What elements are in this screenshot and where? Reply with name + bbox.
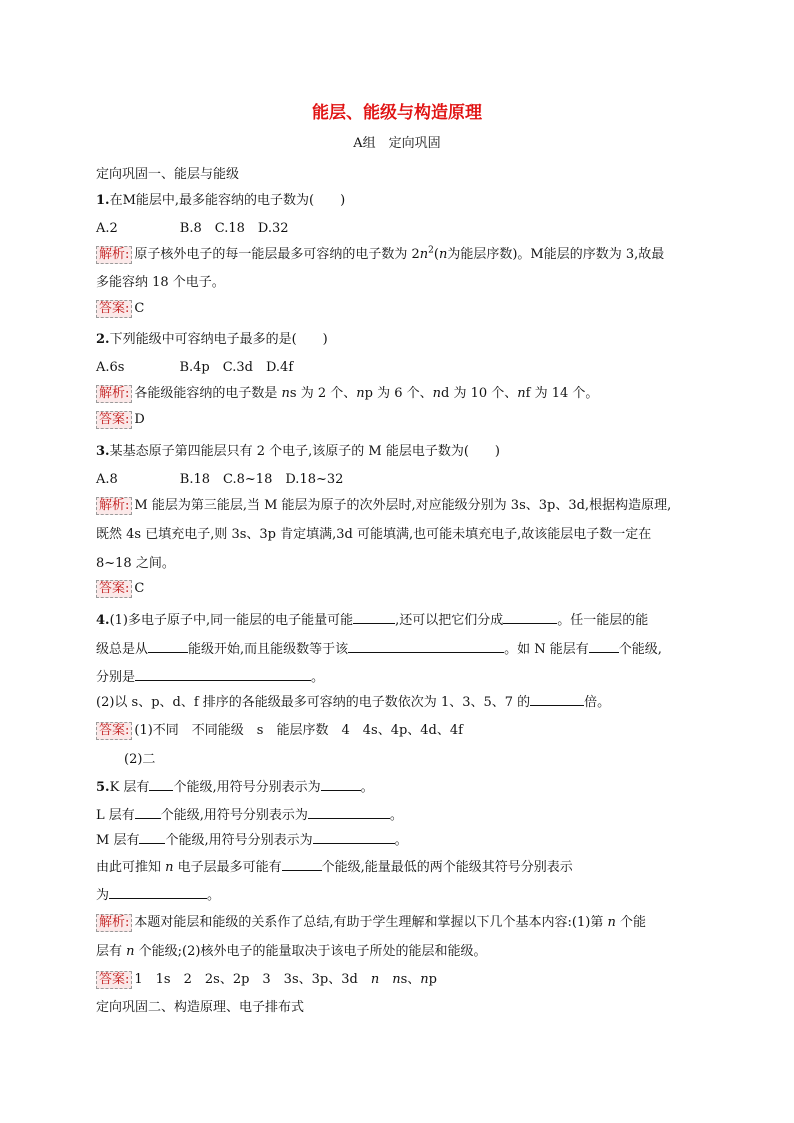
question-number: 1. bbox=[96, 193, 110, 208]
question-5-line-4 bbox=[96, 856, 573, 875]
question-4-answer-cont: (2)二 bbox=[124, 752, 156, 767]
analysis-text: 各能级能容纳的电子数是 bbox=[134, 386, 282, 401]
question-text: 级总是从 bbox=[96, 642, 149, 657]
question-text: 。 bbox=[311, 670, 325, 685]
question-1-answer bbox=[96, 300, 144, 318]
question-text: ,还可以把它们分成 bbox=[395, 613, 504, 628]
analysis-label: 解析: bbox=[96, 914, 132, 932]
question-text: 。 bbox=[389, 808, 403, 823]
fill-blank[interactable] bbox=[148, 640, 188, 653]
question-text: 个能级, bbox=[618, 642, 662, 657]
question-text: 为 bbox=[96, 888, 110, 903]
analysis-text: M 能层为第三能层,当 M 能层为原子的次外层时,对应能级分别为 3s、3p、3d,根据构造原理, bbox=[134, 498, 672, 513]
analysis-text: 层有 bbox=[96, 944, 127, 959]
question-5-line-2 bbox=[96, 804, 403, 823]
question-5-analysis bbox=[96, 911, 646, 932]
question-3-analysis-cont: 8~18 之间。 bbox=[96, 556, 175, 571]
analysis-text: 本题对能层和能级的关系作了总结,有助于学生理解和掌握以下几个基本内容:(1)第 bbox=[134, 915, 608, 930]
var-n: n bbox=[432, 386, 441, 401]
question-1-analysis-cont: 多能容纳 18 个电子。 bbox=[96, 275, 225, 290]
answer-label: 答案: bbox=[96, 971, 132, 989]
question-text: 。 bbox=[360, 780, 374, 795]
var-n: n bbox=[165, 860, 174, 875]
question-5-analysis-cont bbox=[96, 940, 486, 959]
question-3-analysis-cont: 既然 4s 已填充电子,则 3s、3p 肯定填满,3d 可能填满,也可能未填充电子,故该能层电子数一定在 bbox=[96, 527, 652, 542]
question-number: 3. bbox=[96, 444, 110, 459]
fill-blank[interactable] bbox=[109, 886, 207, 899]
question-5-answer bbox=[96, 968, 437, 989]
question-text: L 层有 bbox=[96, 808, 135, 823]
question-3-answer bbox=[96, 580, 144, 598]
option-a: A.6s bbox=[96, 360, 125, 375]
var-n: n bbox=[370, 972, 380, 987]
fill-blank[interactable] bbox=[135, 668, 311, 681]
var-n: n bbox=[126, 944, 135, 959]
question-text: M 层有 bbox=[96, 833, 140, 848]
page-title: 能层、能级与构造原理 bbox=[312, 103, 482, 123]
question-2-analysis bbox=[96, 382, 598, 403]
answer-value: s、 bbox=[400, 972, 421, 987]
question-2-options bbox=[96, 356, 293, 375]
fill-blank[interactable] bbox=[353, 611, 395, 624]
question-text: 倍。 bbox=[584, 695, 611, 710]
analysis-label: 解析: bbox=[96, 385, 132, 403]
var-n: n bbox=[281, 386, 290, 401]
question-3 bbox=[96, 440, 500, 459]
fill-blank[interactable] bbox=[503, 611, 557, 624]
question-stem: 在M能层中,最多能容纳的电子数为( ) bbox=[109, 193, 346, 208]
fill-blank[interactable] bbox=[149, 778, 173, 791]
answer-label: 答案: bbox=[96, 580, 132, 598]
question-3-analysis bbox=[96, 494, 671, 515]
analysis-text: d 为 10 个、 bbox=[441, 386, 518, 401]
question-3-options bbox=[96, 468, 343, 487]
var-n: n bbox=[438, 247, 448, 262]
question-1 bbox=[96, 189, 345, 208]
var-n: n bbox=[419, 247, 429, 262]
option-a: A.8 bbox=[96, 472, 118, 487]
question-text: 分别是 bbox=[96, 670, 136, 685]
analysis-text: ( bbox=[433, 247, 439, 262]
answer-value: C bbox=[134, 301, 145, 316]
question-5-line-5 bbox=[96, 884, 220, 903]
var-n: n bbox=[517, 386, 526, 401]
answer-value: C bbox=[134, 581, 145, 596]
answer-label: 答案: bbox=[96, 300, 132, 318]
question-text: (1)多电子原子中,同一能层的电子能量可能 bbox=[109, 613, 354, 628]
fill-blank[interactable] bbox=[321, 778, 361, 791]
var-n: n bbox=[392, 972, 401, 987]
fill-blank[interactable] bbox=[139, 831, 165, 844]
question-2-answer bbox=[96, 411, 145, 429]
fill-blank[interactable] bbox=[348, 640, 504, 653]
var-n: n bbox=[607, 915, 616, 930]
answer-value: (1)不同 不同能级 s 能层序数 4 4s、4p、4d、4f bbox=[134, 723, 463, 738]
question-text: 。如 N 能层有 bbox=[504, 642, 589, 657]
answer-value: D bbox=[134, 412, 145, 427]
question-text: 个能级,用符号分别表示为 bbox=[165, 833, 313, 848]
analysis-label: 解析: bbox=[96, 497, 132, 515]
answer-value: 1 1s 2 2s、2p 3 3s、3p、3d bbox=[134, 972, 371, 987]
question-4-line-4 bbox=[96, 691, 610, 710]
page-subtitle: A组 定向巩固 bbox=[353, 136, 441, 151]
question-4-line-1 bbox=[96, 609, 648, 628]
question-text: 个能级,用符号分别表示为 bbox=[173, 780, 321, 795]
section-heading-1: 定向巩固一、能层与能级 bbox=[96, 167, 240, 182]
fill-blank[interactable] bbox=[308, 806, 390, 819]
question-2 bbox=[96, 328, 328, 347]
question-text: (2)以 s、p、d、f 排序的各能级最多可容纳的电子数依次为 1、3、5、7 的 bbox=[96, 695, 531, 710]
analysis-label: 解析: bbox=[96, 246, 132, 264]
analysis-text: 为能层序数)。M能层的序数为 3,故最 bbox=[447, 247, 665, 262]
question-number: 2. bbox=[96, 332, 110, 347]
question-4-line-2 bbox=[96, 638, 662, 657]
answer-value bbox=[379, 972, 392, 987]
analysis-text: p 为 6 个、 bbox=[364, 386, 433, 401]
answer-label: 答案: bbox=[96, 722, 132, 740]
question-text: K 层有 bbox=[109, 780, 150, 795]
fill-blank[interactable] bbox=[135, 806, 161, 819]
superscript: 2 bbox=[428, 245, 434, 256]
analysis-text: 个能 bbox=[615, 915, 646, 930]
section-heading-2: 定向巩固二、构造原理、电子排布式 bbox=[96, 1000, 305, 1015]
answer-label: 答案: bbox=[96, 411, 132, 429]
options-bcd: B.18 C.8~18 D.18~32 bbox=[179, 472, 344, 487]
options-bcd: B.8 C.18 D.32 bbox=[179, 221, 289, 236]
question-text: 。 bbox=[207, 888, 221, 903]
question-text: 个能级,能量最低的两个能级其符号分别表示 bbox=[321, 860, 573, 875]
fill-blank[interactable] bbox=[282, 858, 322, 871]
question-1-analysis bbox=[96, 243, 664, 264]
analysis-text: 原子核外电子的每一能层最多可容纳的电子数为 2 bbox=[134, 247, 420, 262]
question-text: 电子层最多可能有 bbox=[173, 860, 282, 875]
question-number: 5. bbox=[96, 780, 110, 795]
analysis-text: s 为 2 个、 bbox=[289, 386, 357, 401]
question-text: 能级开始,而且能级数等于该 bbox=[188, 642, 349, 657]
options-bcd: B.4p C.3d D.4f bbox=[179, 360, 294, 375]
analysis-text: 个能级;(2)核外电子的能量取决于该电子所处的能层和能级。 bbox=[134, 944, 487, 959]
question-text: 个能级,用符号分别表示为 bbox=[160, 808, 308, 823]
question-4-line-3 bbox=[96, 666, 324, 685]
option-a: A.2 bbox=[96, 221, 118, 236]
question-number: 4. bbox=[96, 613, 110, 628]
question-4-answer bbox=[96, 719, 463, 740]
question-5-line-1 bbox=[96, 776, 374, 795]
question-stem: 下列能级中可容纳电子最多的是( ) bbox=[109, 332, 328, 347]
fill-blank[interactable] bbox=[530, 693, 584, 706]
analysis-text: f 为 14 个。 bbox=[525, 386, 599, 401]
fill-blank[interactable] bbox=[589, 640, 619, 653]
question-5-line-3 bbox=[96, 829, 408, 848]
question-text: 。 bbox=[394, 833, 408, 848]
var-n: n bbox=[420, 972, 429, 987]
fill-blank[interactable] bbox=[313, 831, 395, 844]
answer-value: p bbox=[428, 972, 437, 987]
question-stem: 某基态原子第四能层只有 2 个电子,该原子的 M 能层电子数为( ) bbox=[109, 444, 500, 459]
question-1-options bbox=[96, 217, 289, 236]
var-n: n bbox=[356, 386, 365, 401]
question-text: 。任一能层的能 bbox=[557, 613, 649, 628]
question-text: 由此可推知 bbox=[96, 860, 166, 875]
